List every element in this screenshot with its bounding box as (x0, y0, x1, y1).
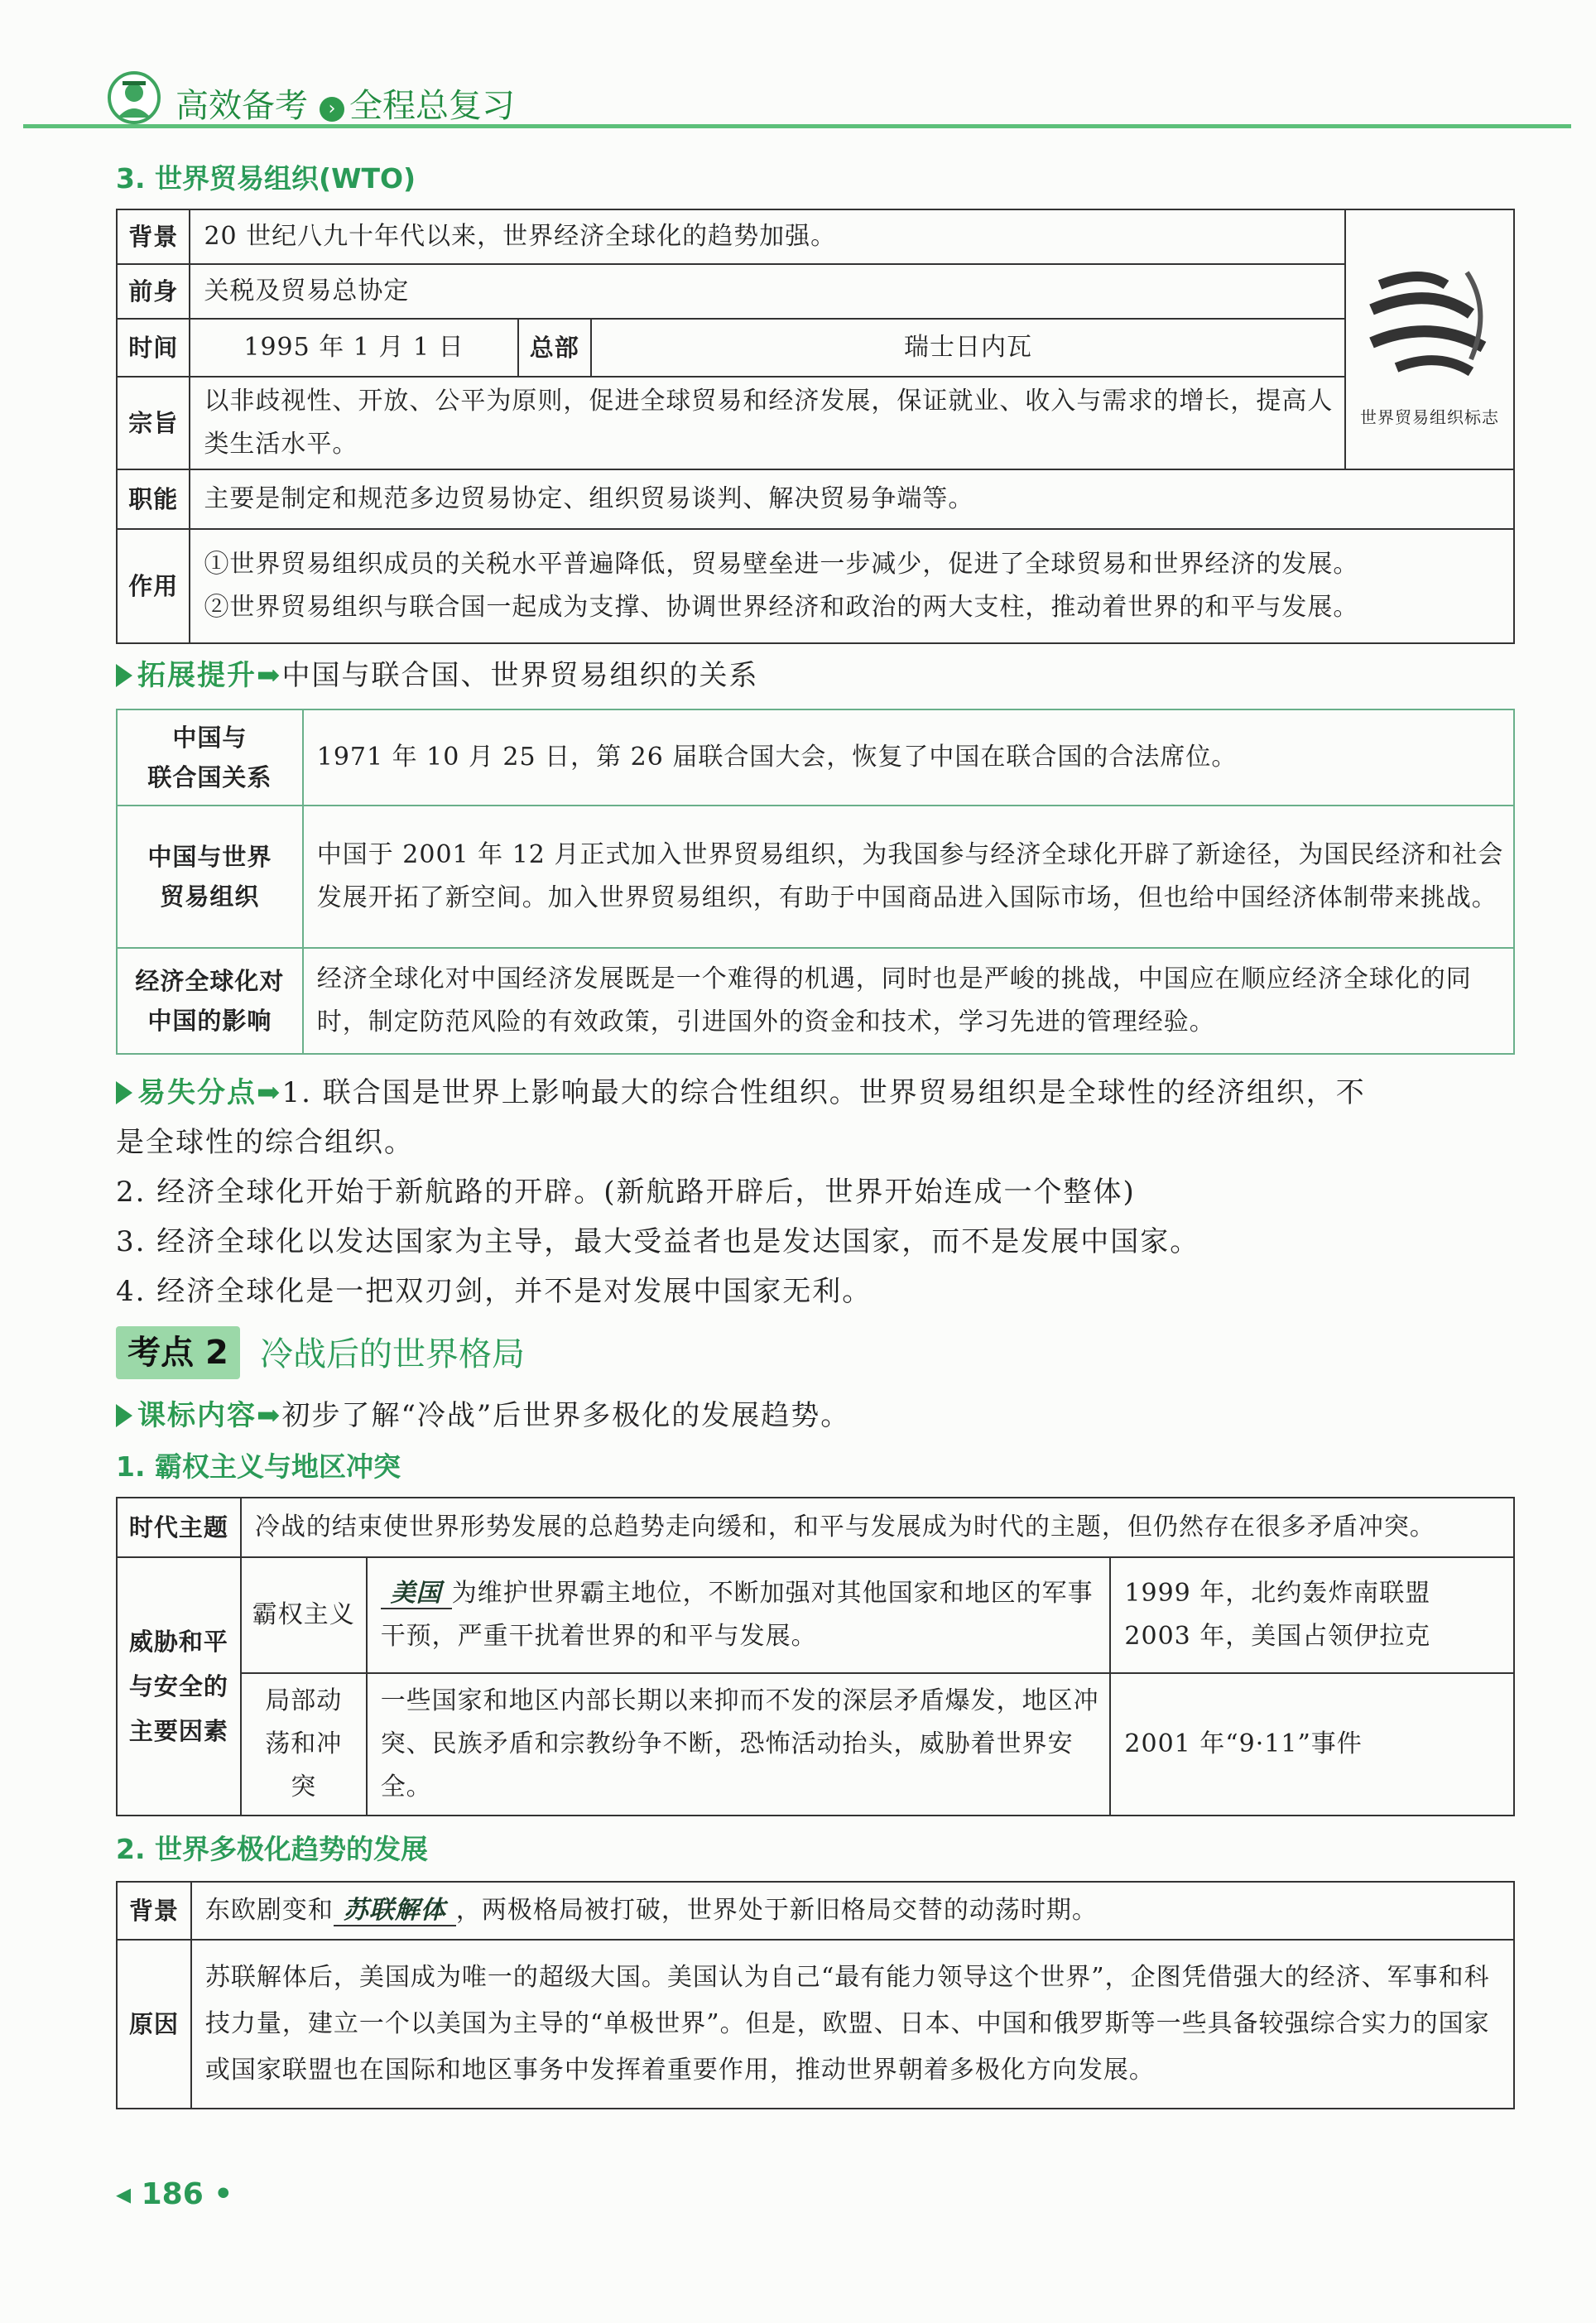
wto-purpose-label: 宗旨 (117, 377, 190, 469)
wto-background-value: 20 世纪八九十年代以来，世界经济全球化的趋势加强。 (190, 209, 1345, 264)
wto-predecessor-label: 前身 (117, 264, 190, 319)
arrow-right-icon: ➡ (257, 1076, 282, 1109)
hegemonism-examples (1110, 1557, 1514, 1673)
triangle-marker-icon (116, 1081, 132, 1104)
section-title-hegemony: 1. 霸权主义与地区冲突 (116, 1450, 401, 1483)
kaodian-badge: 考点 2 (116, 1326, 240, 1379)
extension-row-label: 经济全球化对 中国的影响 (117, 948, 303, 1054)
extension-heading (116, 651, 759, 700)
extension-tag: 拓展提升 (137, 659, 257, 692)
multipolar-bg-label: 背景 (117, 1882, 191, 1940)
standard-text: 初步了解“冷战”后世界多极化的发展趋势。 (281, 1399, 851, 1432)
wto-predecessor-value: 关税及贸易总协定 (190, 264, 1345, 319)
wto-function-value: 主要是制定和规范多边贸易协定、组织贸易谈判、解决贸易争端等。 (190, 469, 1514, 529)
extension-table (116, 709, 1515, 1055)
extension-row-text: 中国于 2001 年 12 月正式加入世界贸易组织，为我国参与经济全球化开辟了新途径，为国民经济和社会发展开拓了新空间。加入世界贸易组织，有助于中国商品进入国际市场，但也给中国经济体制带来挑战。 (303, 806, 1514, 948)
wto-logo-icon (1347, 252, 1512, 392)
hegemonism-fill: 美国 (381, 1579, 452, 1609)
triangle-marker-icon (116, 1404, 132, 1427)
standard-tag: 课标内容 (137, 1399, 257, 1432)
multipolar-table (116, 1881, 1515, 2109)
wto-role-item-2: ②世界贸易组织与联合国一起成为支撑、协调世界经济和政治的两大支柱，推动着世界的和平与发展。 (204, 593, 1359, 622)
wto-table (116, 209, 1515, 644)
wto-role-label: 作用 (117, 529, 190, 643)
multipolar-reason-text: 苏联解体后，美国成为唯一的超级大国。美国认为自己“最有能力领导这个世界”，企图凭借强大的经济、军事和科技力量，建立一个以美国为主导的“单极世界”。但是，欧盟、日本、中国和俄罗斯等一些具备较强综合实力的国家或国家联盟也在国际和地区事务中发挥着重要作用，推动世界朝着多极化方向发展。 (191, 1940, 1514, 2109)
hegemonism-example: 2003 年，美国占领伊拉克 (1124, 1622, 1431, 1651)
wto-time-label: 时间 (117, 319, 190, 377)
hegemonism-label: 霸权主义 (241, 1557, 367, 1673)
triangle-marker-icon (116, 664, 132, 687)
wto-function-label: 职能 (117, 469, 190, 529)
wto-role-value (190, 529, 1514, 643)
wto-hq-label: 总部 (518, 319, 591, 377)
conflict-label: 局部动荡和冲突 (241, 1673, 367, 1816)
arrow-right-icon: ➡ (257, 1399, 282, 1432)
extension-row-text: 1971 年 10 月 25 日，第 26 届联合国大会，恢复了中国在联合国的合法席位。 (303, 709, 1514, 806)
theme-text: 冷战的结束使世界形势发展的总趋势走向缓和，和平与发展成为时代的主题，但仍然存在很多矛盾冲突。 (241, 1498, 1514, 1557)
hegemony-table (116, 1497, 1515, 1816)
page-number: ◂ 186 • (116, 2177, 233, 2211)
hegemonism-example: 1999 年，北约轰炸南联盟 (1124, 1579, 1431, 1608)
multipolar-bg-text: 东欧剧变和 苏联解体 ，两极格局被打破，世界处于新旧格局交替的动荡时期。 (191, 1882, 1514, 1940)
standard-line (116, 1391, 850, 1440)
wto-purpose-value: 以非歧视性、开放、公平为原则，促进全球贸易和经济发展，保证就业、收入与需求的增长，提高人类生活水平。 (190, 377, 1345, 469)
chevron-right-icon: › (320, 97, 344, 122)
pitfall-line-1b: 是全球性的综合组织。 (116, 1126, 414, 1159)
extension-title: 中国与联合国、世界贸易组织的关系 (281, 659, 759, 692)
conflict-example: 2001 年“9·11”事件 (1110, 1673, 1514, 1816)
wto-time-value: 1995 年 1 月 1 日 (190, 319, 517, 377)
multipolar-reason-label: 原因 (117, 1940, 191, 2109)
wto-role-item-1: ①世界贸易组织成员的关税水平普遍降低，贸易壁垒进一步减少，促进了全球贸易和世界经济的发展。 (204, 550, 1359, 579)
hegemonism-text: 美国 为维护世界霸主地位，不断加强对其他国家和地区的军事干预，严重干扰着世界的和平与发展。 (367, 1557, 1111, 1673)
threat-label: 威胁和平与安全的主要因素 (117, 1557, 241, 1816)
extension-row-label: 中国与 联合国关系 (117, 709, 303, 806)
pitfalls-tag: 易失分点 (137, 1076, 257, 1109)
kaodian-title: 冷战后的世界格局 (260, 1335, 525, 1373)
theme-label: 时代主题 (117, 1498, 241, 1557)
header-title: 高效备考 › 全程总复习 (175, 87, 515, 125)
extension-row-text: 经济全球化对中国经济发展既是一个难得的机遇，同时也是严峻的挑战，中国应在顺应经济全球化的同时，制定防范风险的有效政策，引进国外的资金和技术，学习先进的管理经验。 (303, 948, 1514, 1054)
multipolar-bg-fill: 苏联解体 (334, 1896, 456, 1926)
wto-logo-cell (1345, 209, 1514, 469)
conflict-text: 一些国家和地区内部长期以来抑而不发的深层矛盾爆发，地区冲突、民族矛盾和宗教纷争不断，恐怖活动抬头，威胁着世界安全。 (367, 1673, 1111, 1816)
pitfall-line-2: 2. 经济全球化开始于新航路的开辟。(新航路开辟后，世界开始连成一个整体) (116, 1176, 1136, 1209)
wto-hq-value: 瑞士日内瓦 (591, 319, 1345, 377)
pitfall-line-3: 3. 经济全球化以发达国家为主导，最大受益者也是发达国家，而不是发展中国家。 (116, 1225, 1200, 1258)
pitfall-line-4: 4. 经济全球化是一把双刃剑，并不是对发展中国家无利。 (116, 1275, 873, 1308)
section-title-multipolar: 2. 世界多极化趋势的发展 (116, 1833, 428, 1865)
extension-row-label: 中国与世界 贸易组织 (117, 806, 303, 948)
wto-background-label: 背景 (117, 209, 190, 264)
pitfall-line-1: 易失分点➡1. 联合国是世界上影响最大的综合性组织。世界贸易组织是全球性的经济组织，不 (116, 1068, 1366, 1118)
section-title-wto: 3. 世界贸易组织(WTO) (116, 162, 416, 195)
student-avatar-icon (108, 71, 161, 124)
wto-logo-caption: 世界贸易组织标志 (1359, 406, 1499, 427)
arrow-right-icon: ➡ (257, 659, 282, 692)
